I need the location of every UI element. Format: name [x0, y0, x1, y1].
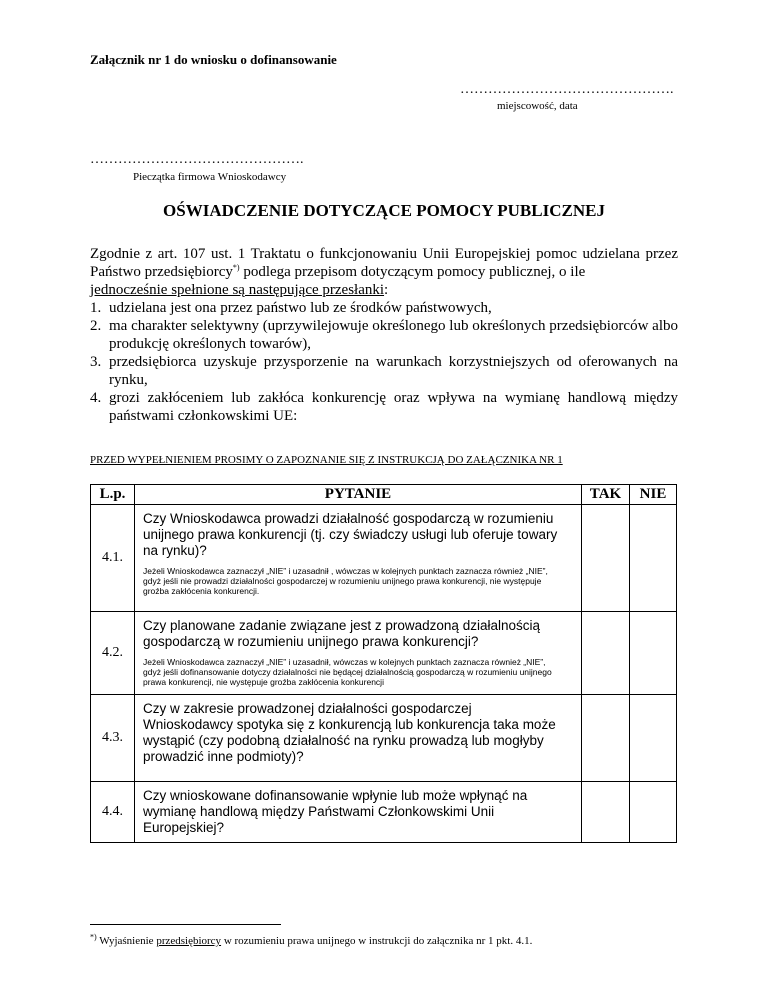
- question-cell: [135, 612, 582, 695]
- footnote: [90, 932, 533, 947]
- instruction-notice: PRZED WYPEŁNIENIEM PROSIMY O ZAPOZNANIE SIĘ Z INSTRUKCJĄ DO ZAŁĄCZNIKA NR 1: [90, 454, 563, 466]
- footnote-text-rest: w rozumieniu prawa unijnego w instrukcji do załącznika nr 1 pkt. 4.1.: [221, 935, 533, 947]
- row-number: 4.3.: [91, 695, 135, 782]
- answer-yes-cell[interactable]: [582, 695, 630, 782]
- answer-no-cell[interactable]: [630, 612, 677, 695]
- header-question: PYTANIE: [135, 485, 582, 505]
- questions-table: [90, 484, 677, 843]
- intro-colon: :: [384, 282, 389, 298]
- question-text: Czy wnioskowane dofinansowanie wpłynie lub może wpłynąć na wymianę handlową między Państwami Członkowskimi Unii Europejskiej?: [143, 788, 528, 835]
- condition-text: grozi zakłóceniem lub zakłóca konkurencję oraz wpływa na wymianę handlową między państwami członkowskimi UE:: [109, 390, 678, 424]
- question-note: Jeżeli Wnioskodawca zaznaczył „NIE” i uzasadnił, wówczas w kolejnych punktach zaznacza również „NIE”, gdyż jeśli dofinansowanie dotyczy działalności nie będącej działalnością gospodarczą w rozumieniu unijnego prawa konkurencji, nie występuje groźba zakłócenia konkurencji: [143, 657, 552, 687]
- footnote-ref: *): [232, 263, 240, 272]
- header-no: NIE: [630, 485, 677, 505]
- condition-text: ma charakter selektywny (uprzywilejowuje określonego lub określonych przedsiębiorców albo produkcję określonych towarów),: [109, 318, 678, 352]
- intro-text-continued: podlega przepisom dotyczącym pomocy publicznej, o ile: [239, 264, 586, 280]
- table-row: [91, 505, 677, 612]
- footnote-separator: [90, 924, 281, 925]
- conditions-list: [90, 299, 678, 425]
- answer-no-cell[interactable]: [630, 782, 677, 843]
- answer-no-cell[interactable]: [630, 695, 677, 782]
- answer-yes-cell[interactable]: [582, 782, 630, 843]
- table-row: [91, 782, 677, 843]
- question-cell: [135, 782, 582, 843]
- condition-number: 2.: [90, 318, 102, 334]
- row-number: 4.4.: [91, 782, 135, 843]
- condition-item: [90, 389, 678, 425]
- question-text: Czy Wnioskodawca prowadzi działalność gospodarczą w rozumieniu unijnego prawa konkurencji (tj. czy świadczy usługi lub oferuje towary na rynku)?: [143, 511, 558, 558]
- answer-no-cell[interactable]: [630, 505, 677, 612]
- place-date-line: ……………………………………….: [460, 82, 674, 97]
- table-header-row: [91, 485, 677, 505]
- question-cell: [135, 505, 582, 612]
- question-cell: [135, 695, 582, 782]
- document-title: OŚWIADCZENIE DOTYCZĄCE POMOCY PUBLICZNEJ: [163, 201, 605, 220]
- table-row: [91, 612, 677, 695]
- intro-paragraph: [90, 245, 678, 299]
- header-lp: L.p.: [91, 485, 135, 505]
- company-stamp-caption: Pieczątka firmowa Wnioskodawcy: [133, 171, 287, 183]
- footnote-text: Wyjaśnienie: [99, 935, 157, 947]
- intro-text: Zgodnie z art. 107 ust. 1 Traktatu o funkcjonowaniu Unii Europejskiej pomoc udzielana przez Państwo przedsiębiorcy: [90, 246, 678, 280]
- company-stamp-line: ……………………………………….: [90, 152, 304, 167]
- condition-text: przedsiębiorca uzyskuje przysporzenie na warunkach korzystniejszych od oferowanych na rynku,: [109, 354, 678, 388]
- footnote-term: przedsiębiorcy: [156, 935, 222, 947]
- condition-item: [90, 299, 678, 317]
- condition-number: 3.: [90, 354, 102, 370]
- header-yes: TAK: [582, 485, 630, 505]
- condition-item: [90, 317, 678, 353]
- row-number: 4.2.: [91, 612, 135, 695]
- condition-number: 1.: [90, 300, 102, 316]
- attachment-label: Załącznik nr 1 do wniosku o dofinansowanie: [90, 52, 337, 67]
- condition-text: udzielana jest ona przez państwo lub ze środków państwowych,: [109, 300, 492, 316]
- place-date-caption: miejscowość, data: [497, 100, 578, 112]
- table-row: [91, 695, 677, 782]
- condition-item: [90, 353, 678, 389]
- row-number: 4.1.: [91, 505, 135, 612]
- question-text: Czy planowane zadanie związane jest z prowadzoną działalnością gospodarczą w rozumieniu unijnego prawa konkurencji?: [143, 618, 540, 649]
- question-text: Czy w zakresie prowadzonej działalności gospodarczej Wnioskodawcy spotyka się z konkurencją lub konkurencja taka może wystąpić (czy podobną działalność na rynku prowadzą lub mogłyby prowadzić inne podmioty)?: [143, 701, 556, 764]
- footnote-mark: *): [90, 932, 97, 942]
- condition-number: 4.: [90, 390, 102, 406]
- answer-yes-cell[interactable]: [582, 505, 630, 612]
- intro-conditions-heading: jednocześnie spełnione są następujące przesłanki: [90, 282, 385, 298]
- question-note: Jeżeli Wnioskodawca zaznaczył „NIE” i uzasadnił , wówczas w kolejnych punktach zaznacza również „NIE”, gdyż jeśli nie prowadzi działalności gospodarczej w rozumieniu unijnego prawa konkurencji, nie występuje groźba zakłócenia konkurencji.: [143, 566, 548, 596]
- answer-yes-cell[interactable]: [582, 612, 630, 695]
- intro-section: [90, 245, 678, 425]
